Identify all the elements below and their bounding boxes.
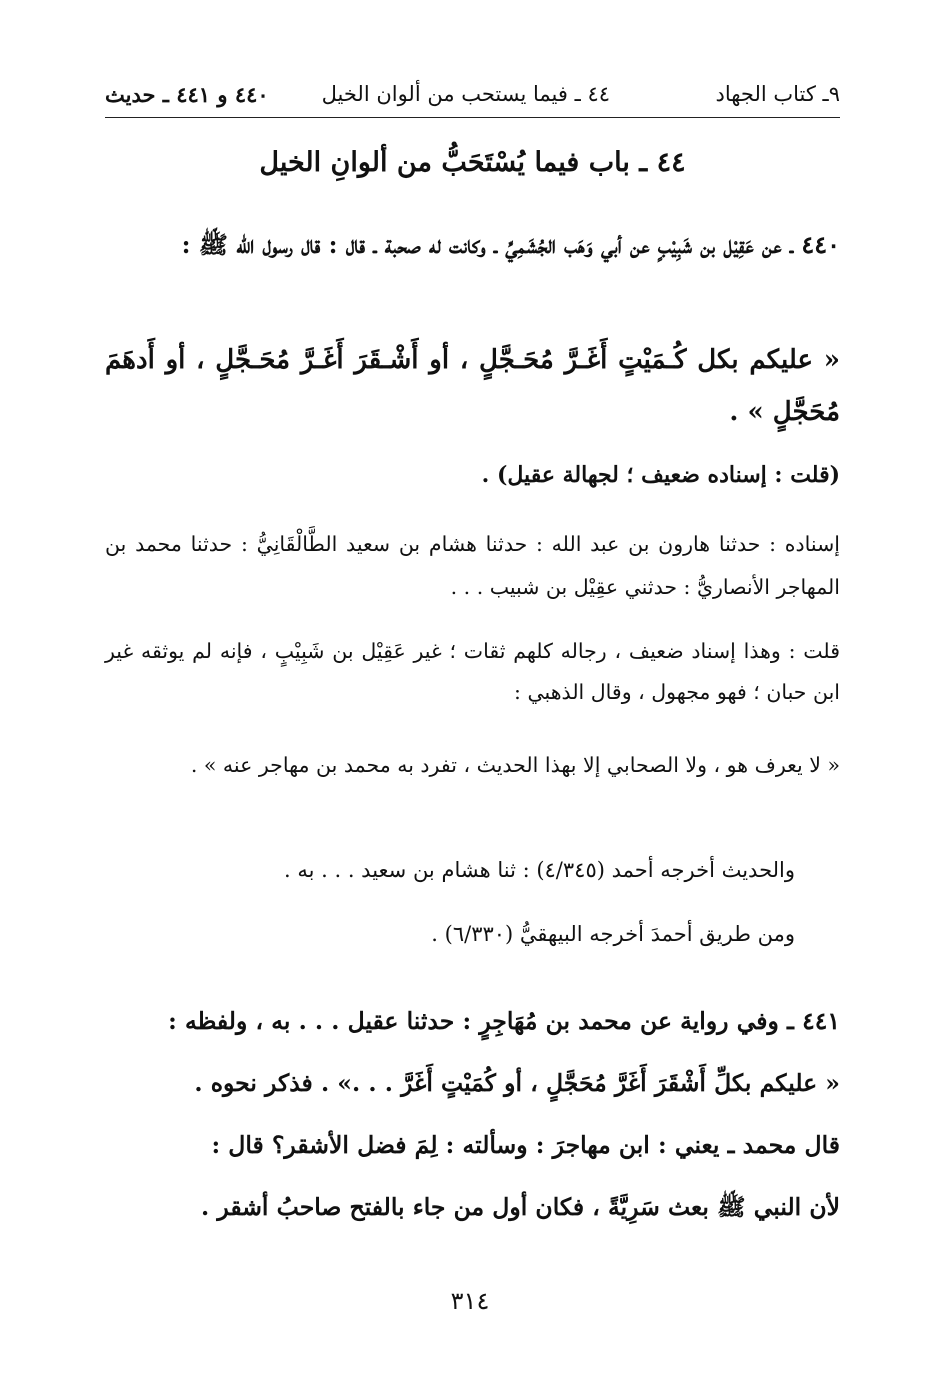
running-header <box>105 82 840 112</box>
hadith-440-isnad: إسناده : حدثنا هارون بن عبد الله : حدثنا هشام بن سعيد الطَّالْقَانِيُّ : حدثنا محمد بن المهاجر الأنصاريُّ : حدثني عقِيْل بن شبيب . . . <box>105 532 840 599</box>
hadith-441-line-1: ٤٤١ ـ وفي رواية عن محمد بن مُهَاجِرٍ : حدثنا عقيل . . . به ، ولفظه : <box>168 1007 840 1035</box>
hadith-440-grading: (قلت : إسناده ضعيف ؛ لجهالة عقيل) . <box>481 462 840 488</box>
header-section: ٤٤ ـ فيما يستحب من ألوان الخيل <box>321 82 610 106</box>
header-hadith-numbers: ٤٤٠ و ٤٤١ ـ حديث <box>105 82 269 107</box>
hadith-441 <box>105 990 840 1238</box>
page-number: ٣١٤ <box>450 1287 490 1315</box>
hadith-440-analysis: قلت : وهذا إسناد ضعيف ، رجاله كلهم ثقات ؛ غير عَقِيْل بن شَبِيْبٍ ، فإنه لم يوثقه غير ابن حبان ؛ فهو مجهول ، وقال الذهبي : <box>105 639 840 704</box>
hadith-440-matn: « عليكم بكل كُـمَيْتٍ أَغَـرَّ مُحَـجَّلٍ ، أو أَشْـقَرَ أَغَـرَّ مُحَـجَّلٍ ، أو أَدهَمَ مُحَجَّلٍ » . <box>105 345 840 427</box>
hadith-440-intro: ٤٤٠ ـ عن عَقِيْل بن شَبِيْبٍ عن أبي وَهَب الجُشَمِيِّ ـ وكانت له صحبة ـ قال : قال رسول الله ﷺ : <box>181 230 840 259</box>
chapter-title: ٤٤ ـ باب فيما يُسْتَحَبُّ من ألوانِ الخيل <box>259 147 686 178</box>
hadith-441-line-2: « عليكم بكلِّ أَشْقَرَ أَغَرَّ مُحَجَّلٍ ، أو كُمَيْتٍ أَغَرَّ . . .» . فذكر نحوه . <box>194 1069 840 1097</box>
header-divider <box>105 117 840 118</box>
dhahabi-quote: « لا يعرف هو ، ولا الصحابي إلا بهذا الحديث ، تفرد به محمد بن مهاجر عنه » . <box>190 753 840 777</box>
takhrij-bayhaqi: ومن طريق أحمدَ أخرجه البيهقيُّ (٦/٣٣٠) . <box>431 922 795 946</box>
hadith-441-line-3: قال محمد ـ يعني : ابن مهاجرَ : وسألته : لِمَ فضل الأشقر؟ قال : <box>211 1131 840 1159</box>
header-chapter: ٩ـ كتاب الجهاد <box>715 82 840 106</box>
takhrij-ahmad: والحديث أخرجه أحمد (٤/٣٤٥) : ثنا هشام بن سعيد . . . به . <box>284 858 795 882</box>
hadith-441-line-4: لأن النبي ﷺ بعث سَرِيَّةً ، فكان أول من جاء بالفتح صاحبُ أشقر . <box>201 1193 840 1221</box>
